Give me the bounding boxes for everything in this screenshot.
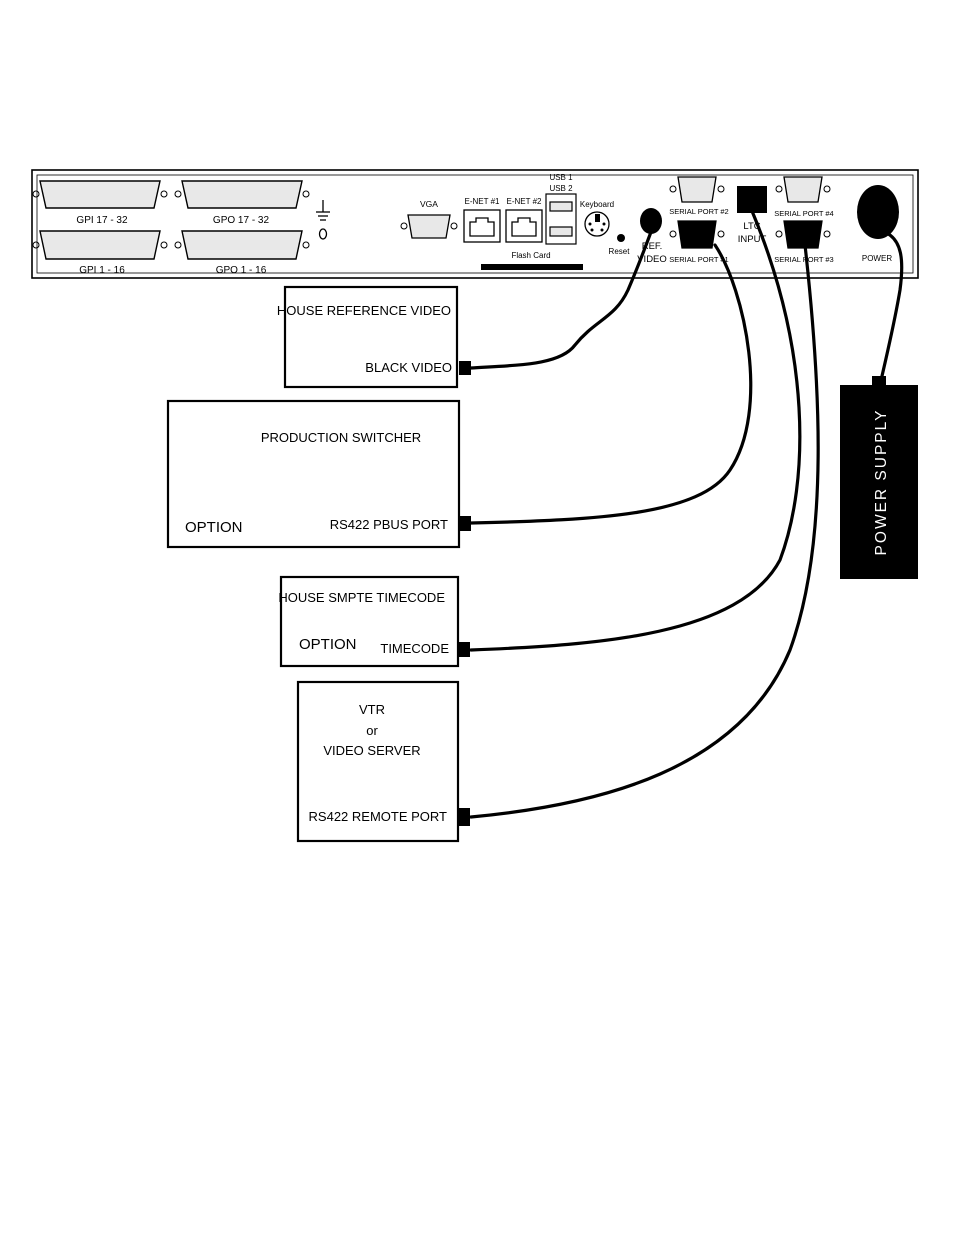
- rear-panel: [32, 170, 918, 278]
- enet1-label: E-NET #1: [464, 197, 500, 206]
- prod-switcher-title: PRODUCTION SWITCHER: [260, 430, 422, 445]
- ltc-label-1: LTC: [743, 221, 761, 232]
- black-video-connector[interactable]: [459, 361, 471, 375]
- vtr-port-label: RS422 REMOTE PORT: [308, 809, 447, 824]
- power-supply: [840, 376, 918, 579]
- ref-video-label-2: VIDEO: [637, 254, 667, 265]
- gpo-17-32-label: GPO 17 - 32: [212, 215, 270, 226]
- power-connector[interactable]: [857, 185, 899, 239]
- enet2-label: E-NET #2: [506, 197, 542, 206]
- usb2-label: USB 2: [549, 184, 573, 193]
- serial-port-1-label: SERIAL PORT #1: [669, 255, 729, 264]
- prod-switcher-option: OPTION: [185, 519, 243, 536]
- house-smpte-timecode-box: [278, 577, 470, 666]
- serial-port-2-label: SERIAL PORT #2: [669, 207, 729, 216]
- flash-card-label: Flash Card: [511, 251, 551, 260]
- vtr-video-server-box: [298, 682, 470, 841]
- ref-video-label-1: REF.: [641, 241, 663, 252]
- gpi-17-32-connector[interactable]: [33, 181, 167, 208]
- smpte-port-label: TIMECODE: [380, 641, 449, 656]
- production-switcher-box: [168, 401, 471, 547]
- keyboard-label: Keyboard: [579, 200, 615, 209]
- smpte-option: OPTION: [299, 636, 357, 653]
- rs422-remote-connector[interactable]: [458, 808, 470, 826]
- house-reference-video-box: [277, 287, 471, 387]
- keyboard-port[interactable]: [585, 212, 609, 236]
- flash-card-slot[interactable]: [481, 264, 583, 270]
- smpte-title: HOUSE SMPTE TIMECODE: [278, 590, 445, 605]
- vtr-line-1: VTR: [359, 702, 385, 717]
- power-supply-connector[interactable]: [872, 376, 886, 388]
- vtr-line-3: VIDEO SERVER: [323, 743, 421, 758]
- serial-port-4-label: SERIAL PORT #4: [774, 209, 834, 218]
- cables: [471, 211, 902, 817]
- cable-serial-3: [471, 245, 818, 817]
- prod-switcher-port-label: RS422 PBUS PORT: [329, 517, 448, 532]
- reset-label: Reset: [608, 247, 630, 256]
- ref-video-bnc[interactable]: [640, 208, 662, 234]
- gpi-17-32-label: GPI 17 - 32: [76, 215, 128, 226]
- house-ref-title: HOUSE REFERENCE VIDEO: [276, 303, 451, 318]
- ltc-label-2: INPUT: [737, 234, 767, 245]
- power-label: POWER: [861, 254, 893, 263]
- power-supply-label: POWER SUPPLY: [873, 408, 890, 556]
- cable-serial-1: [471, 245, 751, 523]
- usb1-label: USB 1: [549, 173, 573, 182]
- vga-label: VGA: [420, 199, 438, 209]
- gpo-17-32-connector[interactable]: [175, 181, 309, 208]
- gpi-1-16-label: GPI 1 - 16: [79, 265, 125, 276]
- vtr-line-2: or: [366, 723, 378, 738]
- gpi-1-16-connector[interactable]: [33, 231, 167, 259]
- serial-port-3-label: SERIAL PORT #3: [774, 255, 834, 264]
- house-ref-port-label: BLACK VIDEO: [365, 360, 452, 375]
- gpo-1-16-connector[interactable]: [175, 231, 309, 259]
- ltc-input-port[interactable]: [737, 186, 767, 213]
- rs422-pbus-connector[interactable]: [459, 516, 471, 531]
- gpo-1-16-label: GPO 1 - 16: [215, 265, 267, 276]
- reset-button[interactable]: [617, 234, 625, 242]
- timecode-connector[interactable]: [458, 642, 470, 657]
